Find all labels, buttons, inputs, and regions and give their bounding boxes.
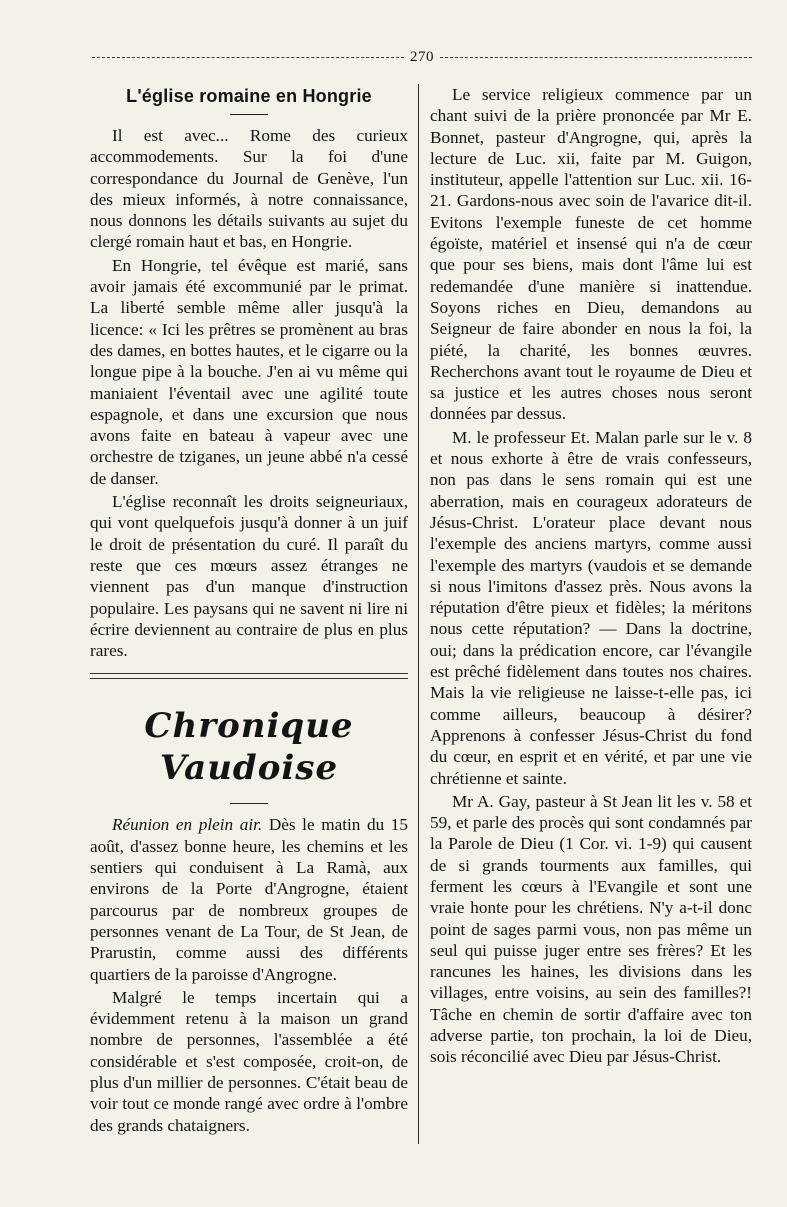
page-number: 270 <box>410 48 434 65</box>
report-paragraph: Le service religieux commence par un chant suivi de la prière prononcée par Mr E. Bonnet, pasteur d'Angrogne, qui, après la lecture de Luc. xii, faite par M. Guigon, instituteur, appelle l'attention sur Luc. xii. 16-21. Gardons-nous avec soin de l'avarice dit-il. Evitons l'exemple funeste de cet homme égoïste, matériel et insensé qui n'a de cœur que pour ses biens, mais dont l'âme lui est redemandée d'une manière si inattendue. Soyons riches en Dieu, demandons au Seigneur de faire abonder en nous la foi, la piété, la charité, les bonnes œuvres. Recherchons avant tout le royaume de Dieu et sa justice et les autres choses nous seront données par dessus. <box>430 85 752 424</box>
section-separator <box>90 673 408 679</box>
section-lead-text: Dès le matin du 15 août, d'assez bonne heure, les chemins et les sentiers qui conduisent à La Ramà, aux environs de la Porte d'Angrogne, étaient parcourus par de nombreux groupes de personnes venant de La Tour, de St Jean, de Prarustin, comme aussi des différents quartiers de la paroisse d'Angrogne. <box>90 815 408 984</box>
section-lead: Réunion en plein air. <box>112 815 263 835</box>
article-paragraph: L'église reconnaît les droits seigneuriaux, qui vont quelquefois jusqu'à donner à un juif le droit de présentation du curé. Il paraît du reste que ces mœurs assez étranges ne viennent pas d'un manque d'instruction populaire. Les paysans qui ne savent ni lire ni écrire deviennent au contraire de plus en plus rares. <box>90 492 408 661</box>
article-paragraph: Il est avec... Rome des curieux accommodements. Sur la foi d'une correspondance du Journal de Genève, l'un des mieux informés, à notre connaissance, nous donnons les détails suivants au sujet du clergé romain haut et bas, en Hongrie. <box>90 126 408 252</box>
section-paragraph: Malgré le temps incertain qui a évidemment retenu à la maison un grand nombre de personnes, l'assemblée a été considérable et s'est composée, croit-on, de plus d'un millier de personnes. C'était beau de voir tout ce monde rangé avec ordre à l'ombre des grands chataigners. <box>90 987 408 1135</box>
report-paragraph: Mr A. Gay, pasteur à St Jean lit les v. 58 et 59, et parle des procès qui sont condamnés par la Parole de Dieu (1 Cor. vi. 1-9) qui causent de si grands tourments aux familles, qui ferment les cœurs à l'Evangile et sont une vraie honte pour les chrétiens. N'y a-t-il donc point de sages parmi vous, non pas même un seul qui puisse juger entre ses frères? Et les rancunes les haines, les divisions dans les villages, entre voisins, au sein des familles?! Tâche en chemin de sortir d'affaire avec ton adverse partie, ton prochain, la loi de Dieu, sois réconcilié avec Dieu par Jésus-Christ. <box>430 791 752 1067</box>
section-dash <box>230 803 268 804</box>
right-column <box>430 84 752 1068</box>
header-rule-right <box>440 57 752 58</box>
page-header <box>92 46 752 68</box>
section-paragraph <box>90 814 408 984</box>
header-rule-left <box>92 57 404 58</box>
title-dash <box>230 114 268 115</box>
section-title: Chronique Vaudoise <box>144 706 354 789</box>
left-column <box>90 84 408 1136</box>
article-title: L'église romaine en Hongrie <box>126 86 372 106</box>
column-divider <box>418 84 419 1144</box>
article-paragraph: En Hongrie, tel évêque est marié, sans avoir jamais été excommunié par le primat. La liberté semble même aller jusqu'à la licence: « Ici les prêtres se promènent au bras des dames, en bottes hautes, et le cigarre ou la longue pipe à la bouche. J'en ai vu même qui maniaient l'éventail avec une agilité toute espagnole, et dans une excursion que nous avons faite en bateau à vapeur avec une orchestre de tziganes, un jeune abbé n'a cessé de danser. <box>90 255 408 488</box>
report-paragraph: M. le professeur Et. Malan parle sur le v. 8 et nous exhorte à être de vrais confesseurs, non pas dans le sens romain qui est une aberration, mais en courageux adorateurs de Jésus-Christ. L'orateur place devant nous l'exemple des anciens martyrs, comme aussi l'exemple des martyrs (vaudois et se demande si nous l'imitons d'assez près. Nous avons la réputation d'être pieux et fidèles; la méritons nous cette réputation? — Dans la doctrine, oui; dans la prédication encore, car l'évangile est prêché fidèlement dans toutes nos chaires. Mais la vie religieuse ne laisse-t-elle pas, ici comme ailleurs, beaucoup à désirer? Apprenons à confesser Jésus-Christ du fond du cœur, en esprit et en vérité, et par une vie chrétienne et sainte. <box>430 427 752 788</box>
